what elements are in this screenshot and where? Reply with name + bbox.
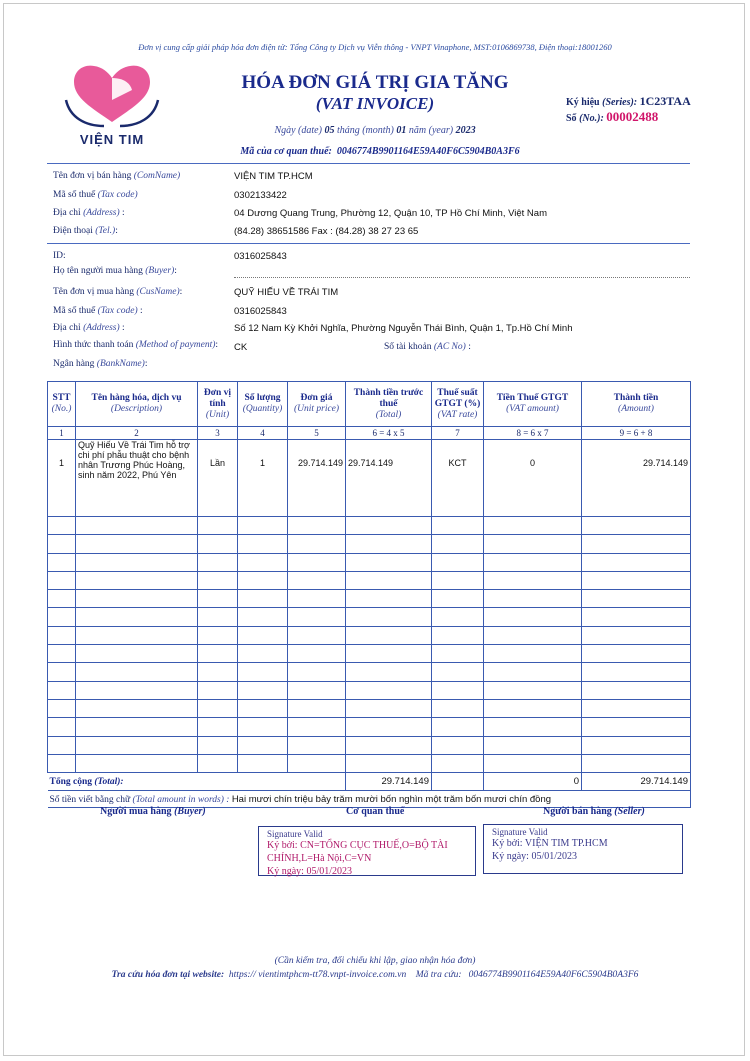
seller-phone-value: (84.28) 38651586 Fax : (84.28) 38 27 23 65 (234, 226, 419, 237)
series-label-en: (Series): (602, 97, 638, 108)
seller-tax-code-value: 0302133422 (234, 190, 287, 201)
item-vat-rate: KCT (432, 440, 484, 517)
index-cell: 2 (76, 427, 198, 440)
blank-row (48, 553, 691, 571)
item-total: 29.714.149 (346, 440, 432, 517)
authority-sign-label: Cơ quan thuế (346, 806, 405, 817)
invoice-number (566, 109, 658, 125)
blank-row (48, 663, 691, 681)
index-cell: 3 (198, 427, 238, 440)
seller-sign-label: Người bán hàng (Seller) (543, 806, 645, 817)
divider (47, 163, 690, 164)
buyer-address-label: Địa chỉ (Address) : (53, 323, 125, 333)
blank-row (48, 699, 691, 717)
item-vat-amount: 0 (484, 440, 582, 517)
col-header: Đơn vị tính (Unit) (198, 382, 238, 427)
item-quantity: 1 (238, 440, 288, 517)
col-header: Đơn giá (Unit price) (288, 382, 346, 427)
invoice-date (200, 125, 550, 136)
tax-authority-code (180, 146, 580, 157)
col-header: Thành tiền trước thuế (Total) (346, 382, 432, 427)
signature-valid: Signature Valid (492, 827, 548, 837)
signed-date: Ký ngày: 05/01/2023 (267, 866, 352, 877)
blank-row (48, 608, 691, 626)
date-day: 05 (324, 125, 335, 136)
buyer-sign-label: Người mua hàng (Buyer) (100, 806, 206, 817)
index-cell: 4 (238, 427, 288, 440)
tax-authority-code-value: 0046774B9901164E59A40F6C5904B0A3F6 (336, 146, 520, 157)
blank-row (48, 517, 691, 535)
total-amount: 29.714.149 (582, 773, 691, 791)
blank-row (48, 754, 691, 772)
invoice-no-value: 00002488 (606, 109, 659, 124)
index-cell: 6 = 4 x 5 (346, 427, 432, 440)
blank-row (48, 535, 691, 553)
item-unit: Lần (198, 440, 238, 517)
invoice-subtitle: (VAT INVOICE) (315, 94, 435, 113)
signed-by: Ký bởi: CN=TỔNG CỤC THUẾ,O=BỘ TÀI CHÍNH,L=Hà Nội,C=VN (267, 840, 448, 864)
date-month-label: tháng (336, 125, 360, 136)
invoice-no-label: Số (566, 113, 577, 124)
total-row (48, 773, 691, 791)
date-month-en: (month) (362, 125, 394, 136)
seller-name-value: VIỆN TIM TP.HCM (234, 171, 313, 182)
cus-name-label: Tên đơn vị mua hàng (CusName): (53, 287, 183, 297)
col-header: Tiền Thuế GTGT (VAT amount) (484, 382, 582, 427)
col-header: Thành tiền (Amount) (582, 382, 691, 427)
authority-signature-box (258, 826, 476, 876)
blank-row (48, 571, 691, 589)
divider (47, 243, 690, 244)
signed-by: Ký bởi: VIỆN TIM TP.HCM (492, 838, 608, 849)
col-header: Tên hàng hóa, dịch vụ (Description) (76, 382, 198, 427)
blank-row (48, 590, 691, 608)
total-before-tax: 29.714.149 (346, 773, 432, 791)
blank-row (48, 681, 691, 699)
item-amount: 29.714.149 (582, 440, 691, 517)
logo-text: VIỆN TIM (79, 132, 145, 147)
seller-tax-code-label: Mã số thuế (Tax code) (53, 190, 138, 200)
col-header: Thuế suất GTGT (%) (VAT rate) (432, 382, 484, 427)
buyer-name-dots (234, 277, 690, 278)
buyer-id-value: 0316025843 (234, 251, 287, 262)
date-month: 01 (396, 125, 407, 136)
footer-lookup (0, 970, 750, 980)
signed-date: Ký ngày: 05/01/2023 (492, 851, 577, 862)
date-day-label: Ngày (274, 125, 296, 136)
signature-valid: Signature Valid (267, 829, 323, 839)
cus-name-value: QUỸ HIẾU VỀ TRÁI TIM (234, 287, 339, 298)
series-value: 1C23TAA (639, 94, 691, 108)
account-label: Số tài khoản (AC No) : (384, 342, 471, 352)
buyer-address-value: Số 12 Nam Kỳ Khởi Nghĩa, Phường Nguyễn Thái Bình, Quận 1, Tp.Hồ Chí Minh (234, 323, 573, 334)
index-cell: 1 (48, 427, 76, 440)
lookup-code: 0046774B9901164E59A40F6C5904B0A3F6 (468, 970, 639, 980)
seller-address-value: 04 Dương Quang Trung, Phường 12, Quận 10, TP Hồ Chí Minh, Việt Nam (234, 208, 547, 219)
item-description: Quỹ Hiếu Về Trái Tim hỗ trợ chi phí phẫu thuật cho bệnh nhân Trương Phúc Hoàng, sinh năm 2022, Phú Yên (76, 440, 198, 517)
col-header: STT (No.) (48, 382, 76, 427)
index-row (48, 427, 691, 440)
tax-authority-code-label: Mã của cơ quan thuế: (240, 146, 332, 157)
seller-address-label: Địa chỉ (Address) : (53, 208, 125, 218)
series-label: Ký hiệu (566, 97, 600, 108)
seller-signature-box (483, 824, 683, 874)
invoice-no-label-en: (No.): (579, 113, 604, 124)
item-unit-price: 29.714.149 (288, 440, 346, 517)
index-cell: 9 = 6 + 8 (582, 427, 691, 440)
index-cell: 7 (432, 427, 484, 440)
logo (62, 60, 162, 152)
blank-row (48, 645, 691, 663)
series (566, 94, 691, 109)
date-day-en: (date) (298, 125, 322, 136)
heart-hands-icon (62, 60, 162, 130)
total-vat-amount: 0 (484, 773, 582, 791)
payment-value: CK (234, 342, 248, 353)
buyer-name-label: Họ tên người mua hàng (Buyer): (53, 266, 177, 276)
table-row (48, 440, 691, 517)
total-label: Tổng cộng (Total): (48, 773, 346, 791)
bank-label: Ngân hàng (BankName): (53, 359, 148, 369)
index-cell: 5 (288, 427, 346, 440)
col-header: Số lượng (Quantity) (238, 382, 288, 427)
payment-label: Hình thức thanh toán (Method of payment): (53, 340, 219, 350)
seller-phone-label: Điện thoại (Tel.): (53, 226, 118, 236)
date-year-en: (year) (428, 125, 454, 136)
items-table (47, 381, 691, 808)
provider-line: Đơn vị cung cấp giải pháp hóa đơn điện tử: Tổng Công ty Dịch vụ Viễn thông - VNPT Vinaphone, MST:0106869738, Điện thoại:18001260 (138, 42, 612, 52)
seller-name-label: Tên đơn vị bán hàng (ComName) (53, 171, 181, 181)
buyer-tax-code-value: 0316025843 (234, 306, 287, 317)
date-year-label: năm (408, 125, 427, 136)
table-header-row (48, 382, 691, 427)
blank-row (48, 736, 691, 754)
index-cell: 8 = 6 x 7 (484, 427, 582, 440)
footer-note: (Cần kiểm tra, đối chiếu khi lập, giao nhận hóa đơn) (274, 956, 476, 966)
buyer-id-label: ID: (53, 251, 66, 261)
lookup-label: Tra cứu hóa đơn tại website: (111, 970, 225, 980)
buyer-tax-code-label: Mã số thuế (Tax code) : (53, 306, 143, 316)
invoice-title: HÓA ĐƠN GIÁ TRỊ GIA TĂNG (241, 72, 509, 93)
blank-row (48, 626, 691, 644)
date-year: 2023 (455, 125, 476, 136)
item-no: 1 (48, 440, 76, 517)
blank-row (48, 718, 691, 736)
amount-in-words: Số tiền viết bằng chữ (Total amount in words) : Hai mươi chín triệu bảy trăm mười bốn nghìn một trăm bốn mươi chín đồng (48, 791, 691, 808)
lookup-code-label: Mã tra cứu: (415, 970, 462, 980)
lookup-url[interactable]: https:// vientimtphcm-tt78.vnpt-invoice.com.vn (228, 970, 407, 980)
